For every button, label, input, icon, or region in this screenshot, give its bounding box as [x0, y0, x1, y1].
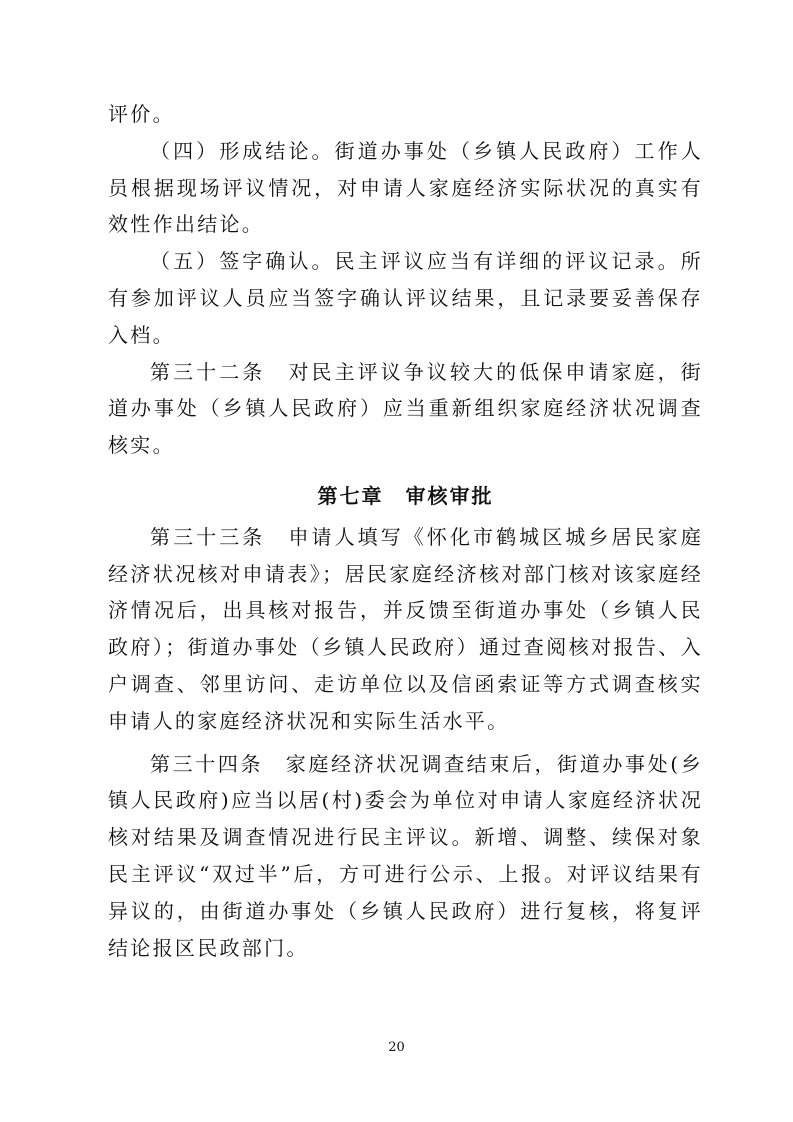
chapter-heading: 第七章 审核审批: [317, 484, 494, 508]
paragraph-item-4: （四）形成结论。街道办事处（乡镇人民政府）工作人员根据现场评议情况，对申请人家庭经济实际状况的真实有效性作出结论。: [108, 138, 703, 237]
paragraph-article-33: 第三十三条 申请人填写《怀化市鹤城区城乡居民家庭经济状况核对申请表》；居民家庭经济核对部门核对该家庭经济情况后，出具核对报告，并反馈至街道办事处（乡镇人民政府）；街道办事处（乡镇人民政府）通过查阅核对报告、入户调查、邻里访问、走访单位以及信函索证等方式调查核实申请人的家庭经济状况和实际生活水平。: [108, 524, 703, 733]
page-number: 20: [388, 1040, 405, 1055]
paragraph-item-5: （五）签字确认。民主评议应当有详细的评议记录。所有参加评议人员应当签字确认评议结果，且记录要妥善保存入档。: [108, 249, 703, 347]
paragraph-evaluation-end: 评价。: [108, 102, 175, 126]
paragraph-article-34: 第三十四条 家庭经济状况调查结束后，街道办事处(乡镇人民政府)应当以居(村)委会为单位对申请人家庭经济状况核对结果及调查情况进行民主评议。新增、调整、续保对象民主评议“双过半”后，方可进行公示、上报。对评议结果有异议的，由街道办事处（乡镇人民政府）进行复核，将复评结论报区民政部门。: [108, 751, 703, 960]
paragraph-article-32: 第三十二条 对民主评议争议较大的低保申请家庭，街道办事处（乡镇人民政府）应当重新组织家庭经济状况调查核实。: [108, 359, 703, 458]
chapter-section: [108, 478, 703, 966]
top-section: [108, 96, 703, 464]
